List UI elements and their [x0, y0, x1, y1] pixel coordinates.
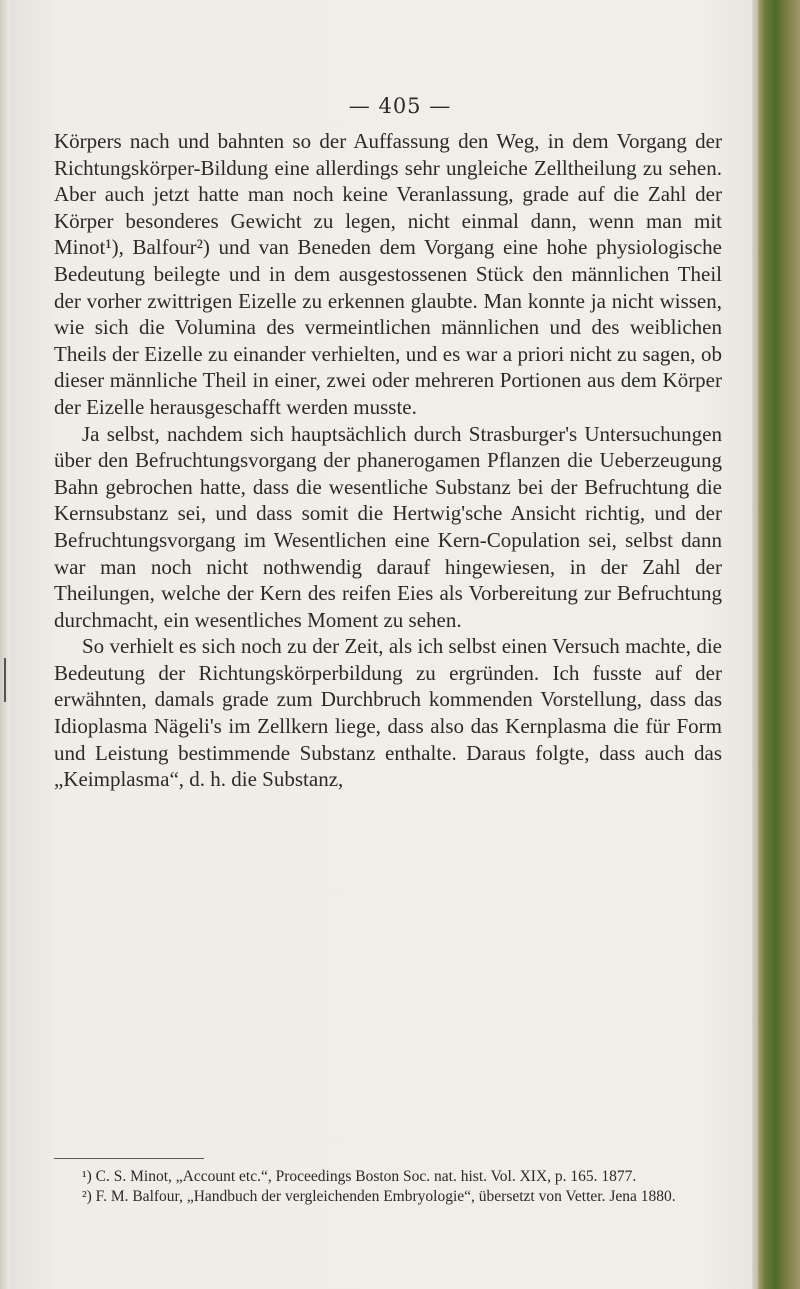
- paragraph: Ja selbst, nachdem sich hauptsächlich durch Strasburger's Untersuchungen über den Befruchtungsvorgang der phanerogamen Pflanzen die Ueberzeugung Bahn gebrochen hatte, dass die wesentliche Substanz bei der Befruchtung die Kernsubstanz sei, und dass somit die Hertwig'sche Ansicht richtig, und der Befruchtungsvorgang im Wesentlichen eine Kern-Copulation sei, selbst dann war man noch nicht nothwendig darauf hingewiesen, in der Zahl der Theilungen, welche der Kern des reifen Eies als Vorbereitung zur Befruchtung durchmacht, ein wesentliches Moment zu sehen.: [54, 421, 722, 632]
- body-text: [54, 128, 722, 793]
- page-number: — 405 —: [348, 94, 452, 118]
- paragraph: So verhielt es sich noch zu der Zeit, als ich selbst einen Versuch machte, die Bedeutung der Richtungskörperbildung zu ergründen. Ich fusste auf der erwähnten, damals grade zum Durchbruch kommenden Vorstellung, dass das Idioplasma Nägeli's im Zellkern liege, dass also das Kernplasma die für Form und Leistung bestimmende Substanz enthalte. Daraus folgte, dass auch das „Keimplasma“, d. h. die Substanz,: [54, 634, 722, 792]
- footnotes: [54, 1167, 722, 1207]
- paragraph: Körpers nach und bahnten so der Auffassung den Weg, in dem Vorgang der Richtungskörper-Bildung eine allerdings sehr ungleiche Zelltheilung zu sehen. Aber auch jetzt hatte man noch keine Veranlassung, grade auf die Zahl der Körper besonderes Gewicht zu legen, nicht einmal dann, wenn man mit Minot¹), Balfour²) und van Beneden dem Vorgang eine hohe physiologische Bedeutung beilegte und in dem ausgestossenen Stück den männlichen Theil der vorher zwittrigen Eizelle zu erkennen glaubte. Man konnte ja nicht wissen, wie sich die Volumina des vermeintlichen männlichen und des weiblichen Theils der Eizelle zu einander verhielten, und es war a priori nicht zu sagen, ob dieser männliche Theil in einer, zwei oder mehreren Portionen aus dem Körper der Eizelle herausgeschafft werden musste.: [54, 129, 722, 419]
- book-cover-edge: [758, 0, 800, 1289]
- footnote: ²) F. M. Balfour, „Handbuch der vergleichenden Embryologie“, übersetzt von Vetter. Jena 1880.: [82, 1188, 676, 1205]
- page-gutter-shadow: [0, 0, 10, 1289]
- footnote: ¹) C. S. Minot, „Account etc.“, Proceedings Boston Soc. nat. hist. Vol. XIX, p. 165. 1877.: [82, 1168, 637, 1185]
- footnote-rule: [54, 1158, 204, 1159]
- margin-mark: [4, 658, 6, 702]
